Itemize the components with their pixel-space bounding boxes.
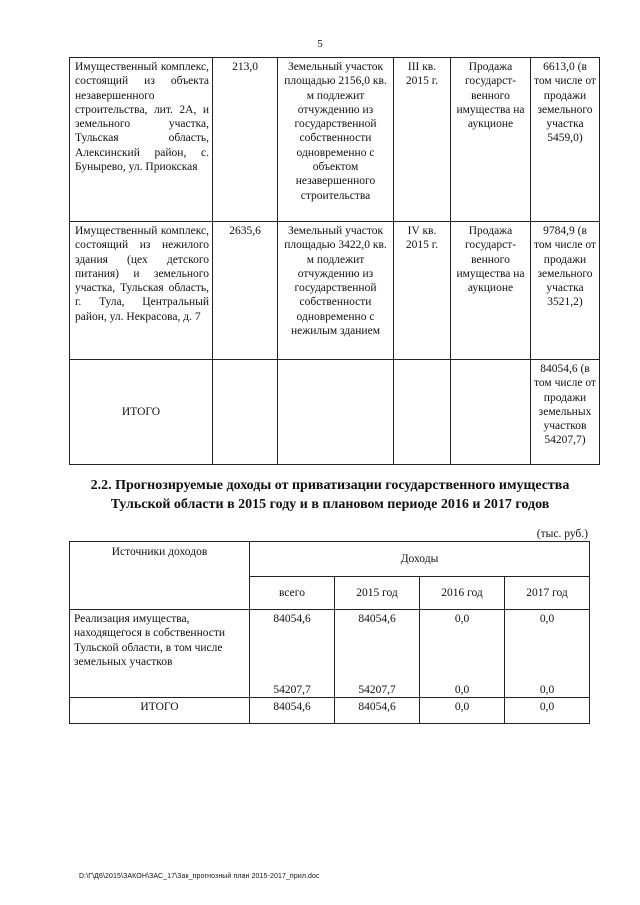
value-2017-land: 0,0 [539,683,555,696]
empty-cell [451,360,531,465]
object-area: 2635,6 [213,222,278,360]
object-area: 213,0 [213,58,278,222]
income-header: Доходы [250,542,590,577]
empty-cell [213,360,278,465]
column-header-2015: 2015 год [335,577,420,610]
total-value: 84054,6 [250,698,335,724]
total-value-2016: 0,0 [420,698,505,724]
sources-header: Источники доходов [70,542,250,610]
value-2015: 84054,6 [358,613,396,625]
file-path-footer: D:\Г\Д6\2015\ЗАКОН\ЗАС_17\Зак_прогнозный план 2015-2017_прил.doc [79,873,320,880]
sale-period: III кв. 2015 г. [394,58,451,222]
table-row [70,222,600,360]
sale-method: Продажа государст-венного имущества на аукционе [451,58,531,222]
value-cell-2016 [420,610,505,698]
land-plot-note: Земельный участок площадью 3422,0 кв. м подлежит отчуждению из государственной собственности одновременно с нежилым зданием [278,222,394,360]
object-description: Имущественный комплекс, состоящий из нежилого здания (цех детского питания) и земельного участка, Тульская область, г. Тула, Центральный район, ул. Некрасова, д. 7 [70,222,213,360]
total-label: ИТОГО [70,360,213,465]
value-cell-2015 [335,610,420,698]
sale-period: IV кв. 2015 г. [394,222,451,360]
total-value-2017: 0,0 [505,698,590,724]
privatization-objects-table [69,57,600,465]
value-2016-land: 0,0 [454,683,470,696]
sale-method: Продажа государст-венного имущества на аукционе [451,222,531,360]
object-description: Имущественный комплекс, состоящий из объекта незавершенного строительства, лит. 2А, и земельного участка, Тульская область, Алексинский район, с. Бунырево, ул. Приокская [70,58,213,222]
empty-cell [278,360,394,465]
value-cell-2017 [505,610,590,698]
column-header-total: всего [250,577,335,610]
units-label: (тыс. руб.) [536,528,588,540]
value-cell-total [250,610,335,698]
page-number: 5 [317,38,323,50]
total-value-2015: 84054,6 [335,698,420,724]
section-title: 2.2. Прогнозируемые доходы от приватизации государственного имущества Тульской области в 2015 году и в плановом периоде 2016 и 2017 годов [90,478,570,512]
total-income: 84054,6 (в том числе от продажи земельных участков 54207,7) [531,360,600,465]
table-row [70,58,600,222]
value-2015-land: 54207,7 [358,683,396,696]
land-plot-note: Земельный участок площадью 2156,0 кв. м подлежит отчуждению из государственной собственности одновременно с объектом незавершенного строительства [278,58,394,222]
column-header-2016: 2016 год [420,577,505,610]
column-header-2017: 2017 год [505,577,590,610]
income-source: Реализация имущества, находящегося в собственности Тульской области, в том числе земельных участков [70,610,250,698]
total-row [70,360,600,465]
empty-cell [394,360,451,465]
expected-income: 9784,9 (в том числе от продажи земельного участка 3521,2) [531,222,600,360]
total-row [70,698,590,724]
expected-income: 6613,0 (в том числе от продажи земельного участка 5459,0) [531,58,600,222]
total-label: ИТОГО [70,698,250,724]
value-total-land: 54207,7 [273,683,311,696]
value-2017: 0,0 [539,613,555,625]
value-2016: 0,0 [454,613,470,625]
table-row [70,610,590,698]
header-row [70,542,590,577]
income-forecast-table [69,541,590,724]
value-total: 84054,6 [273,613,311,625]
